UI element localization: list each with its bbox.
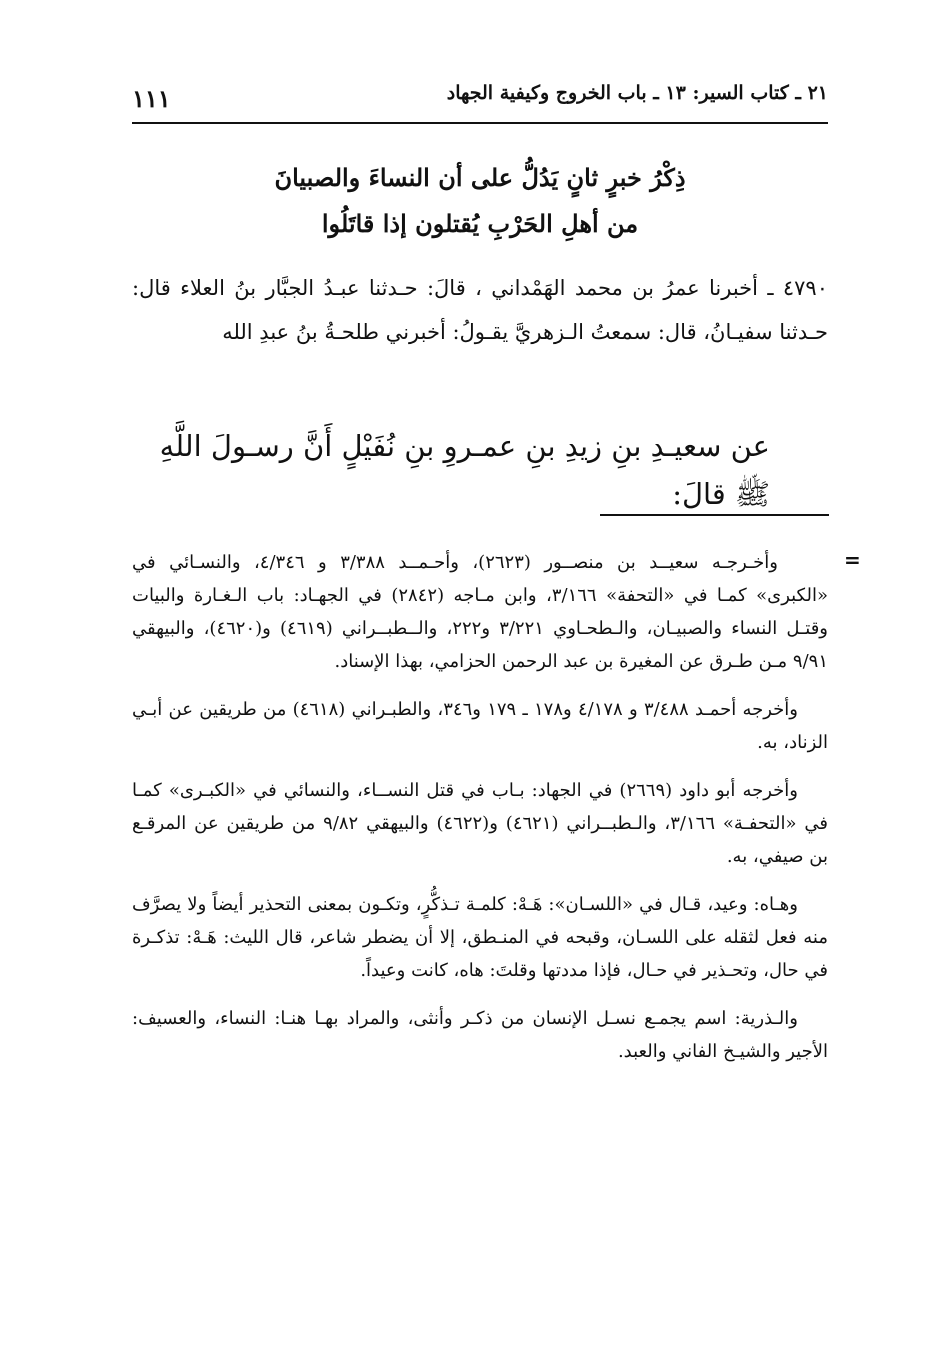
footnote-paragraph: والـذرية: اسم يجمـع نسـل الإنسان من ذكـر وأنثى، والمراد بهـا هنـا: النساء، والعسيف: الأجير والشيـخ الفاني والعبد. <box>132 1008 828 1062</box>
hadith-matn: عن سعيـدِ بنِ زيدِ بنِ عمـروِ بنِ نُفَيْلٍ أَنَّ رسـولَ اللَّهِ ﷺ قالَ: <box>159 429 770 511</box>
header-title: ٢١ ـ كتاب السير: ١٣ ـ باب الخروج وكيفية الجهاد <box>446 82 828 104</box>
hadith-number: ٤٧٩٠ <box>782 276 828 300</box>
hadith-isnad <box>132 266 828 354</box>
isnad-text: ـ أخبرنا عمرُ بن محمد الهَمْداني ، قالَ: حـدثنا عبـدُ الجبَّار بنُ العلاء قال: حـدثنا سفيـانُ، قال: سمعتُ الـزهريَّ يقـولُ: أخبرني طلحـةُ بنُ عبدِ الله <box>132 276 828 344</box>
page-number: ١١١ <box>132 84 171 113</box>
footnote-continuation-mark: = <box>844 548 861 572</box>
footnotes <box>132 546 828 1083</box>
footnote-paragraph: وهـاه: وعيد، قـال في «اللسـان»: هَـهْ: كلمـة تـذكُّرٍ، وتكـون بمعنى التحذير أيضاً ولا يصرَّف منه فعل لثقله على اللسـان، وقبحه في المنـطق، إلا أن يضطر شاعر، قال الليث: هَـهْ: تذكـرة في حال، وتحـذير في حـال، فإذا مددتها وقلتَ: هاه، كانت وعيداً. <box>132 894 828 981</box>
footnote-paragraph: وأخرجه أحمـد ٣/٤٨٨ و ٤/١٧٨ و١٧٨ ـ ١٧٩ و٣٤٦، والطبـراني (٤٦١٨) من طريقين عن أبـي الزناد، به. <box>132 699 828 753</box>
running-header <box>132 78 828 114</box>
header-rule <box>132 122 828 124</box>
section-title-line-1: ذِكْرُ خبرٍ ثانٍ يَدُلُّ على أن النساءَ والصبيانَ <box>274 163 686 192</box>
section-title <box>132 155 828 247</box>
section-title-line-2: من أهلِ الحَرْبِ يُقتلون إذا قاتَلُوا <box>321 209 639 238</box>
footnote-paragraph: وأخرجه أبو داود (٢٦٦٩) في الجهاد: بـاب في قتل النســاء، والنسائي في «الكبـرى» كمـا في «التحفـة» ٣/١٦٦، والـطبــراني (٤٦٢١) و(٤٦٢٢) والبيهقي ٩/٨٢ من طريقين عن المرقـع بن صيفي، به. <box>132 780 828 867</box>
footnote-paragraph: وأخـرجـه سعيــد بن منصــور (٢٦٢٣)، وأحـمــد ٣/٣٨٨ و ٤/٣٤٦، والنسـائي في «الكبرى» كمـا في «التحفة» ٣/١٦٦، وابن مـاجه (٢٨٤٢) في الجهـاد: باب الـغـارة والبيات وقتـل النساء والصبيـان، والـطحـاوي ٣/٢٢١ و٢٢٢، والــطبــراني (٤٦١٩) و(٤٦٢٠)، والبيهقي ٩/٩١ مـن طـرق عن المغيرة بن عبد الرحمن الحزامي، بهذا الإسناد. <box>132 552 828 672</box>
footnote-separator <box>600 514 829 516</box>
